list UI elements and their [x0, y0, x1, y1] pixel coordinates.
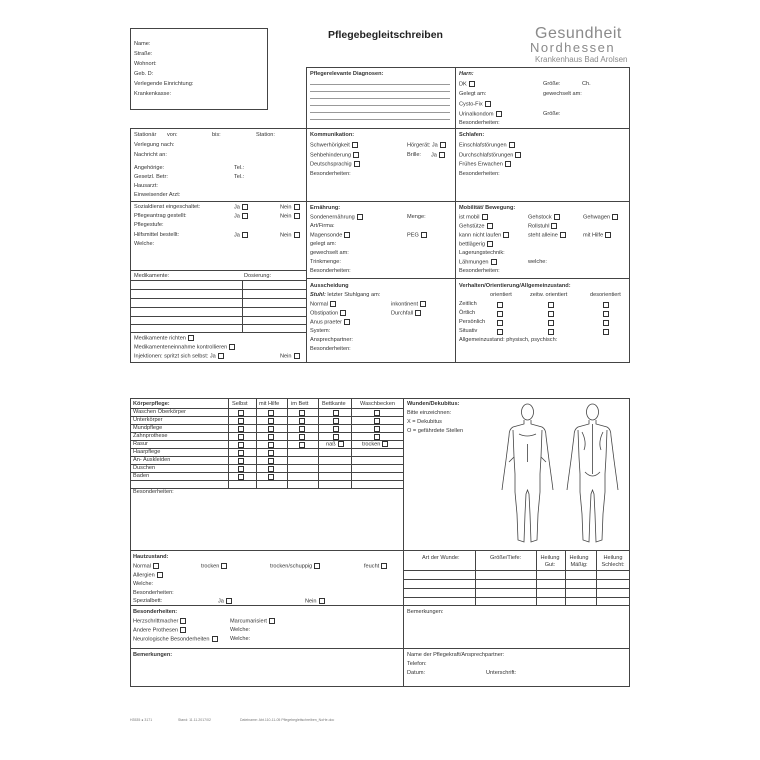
checkbox[interactable] — [612, 214, 618, 220]
aus-stuhl: Stuhl: letzter Stuhlgang am: — [310, 292, 381, 298]
kp-row-haarpflege: Haarpflege — [133, 449, 161, 455]
checkbox[interactable] — [294, 213, 300, 219]
ernaehrung-title: Ernährung: — [310, 205, 341, 211]
schlaf-durchschlaf[interactable]: Durchschlafstörungen — [459, 152, 521, 159]
stay-angehoerige: Angehörige: — [134, 165, 165, 171]
checkbox[interactable] — [496, 111, 502, 117]
checkbox[interactable] — [603, 311, 609, 317]
checkbox[interactable] — [268, 410, 274, 416]
aus-besonderheiten: Besonderheiten: — [310, 346, 351, 352]
stay-tel1: Tel.: — [234, 165, 245, 171]
checkbox[interactable] — [242, 204, 248, 210]
checkbox[interactable] — [338, 441, 344, 447]
kp-col-mithilfe: mit Hilfe — [259, 401, 280, 407]
komm-sehbehinderung[interactable]: Sehbehinderung — [310, 152, 359, 159]
checkbox[interactable] — [415, 310, 421, 316]
mobil-bett[interactable]: bettlägerig — [459, 241, 493, 248]
social-antrag-nein[interactable]: Nein — [280, 213, 300, 220]
checkbox[interactable] — [238, 474, 244, 480]
checkbox[interactable] — [153, 563, 159, 569]
harn-besonderheiten: Besonderheiten: — [459, 120, 500, 126]
mobil-rollstuhl[interactable]: Rollstuhl — [528, 223, 557, 230]
mobil-lagerung: Lagerungstechnik: — [459, 250, 505, 256]
footer-code: H3535 ● 3171 — [130, 718, 153, 722]
mobil-gehstuetze[interactable]: Gehstütze — [459, 223, 493, 230]
kp-besonderheiten: Besonderheiten: — [133, 489, 174, 495]
kp-row-baden: Baden — [133, 473, 150, 479]
checkbox[interactable] — [212, 636, 218, 642]
kontakt-datum: Datum: — [407, 670, 426, 676]
haut-spezial-nein[interactable]: Nein — [305, 598, 325, 605]
checkbox[interactable] — [299, 410, 305, 416]
social-sozial: Sozialdienst eingeschaltet: — [134, 204, 201, 210]
brand-logo-line1: Gesundheit — [535, 25, 622, 42]
mobil-laufen[interactable]: kann nicht laufen — [459, 232, 509, 239]
verh-row-situativ: Situativ — [459, 328, 478, 334]
mobil-laehmungen[interactable]: Lähmungen — [459, 259, 497, 266]
checkbox[interactable] — [548, 320, 554, 326]
stay-station: Stationär — [134, 132, 157, 138]
checkbox[interactable] — [548, 311, 554, 317]
checkbox[interactable] — [226, 598, 232, 604]
verh-col-orientiert: orientiert — [490, 292, 512, 298]
komm-hoergeraet[interactable]: Hörgerät: Ja — [407, 142, 446, 149]
aus-inkontinent[interactable]: inkontinent — [391, 301, 426, 308]
harn-gewechselt: gewechselt am: — [543, 91, 582, 97]
ern-besonderheiten: Besonderheiten: — [310, 268, 351, 274]
checkbox[interactable] — [238, 418, 244, 424]
ern-magensonde[interactable]: Magensonde — [310, 232, 350, 239]
kp-row-mundpflege: Mundpflege — [133, 425, 163, 431]
checkbox[interactable] — [421, 232, 427, 238]
checkbox[interactable] — [238, 450, 244, 456]
field-strasse: Straße: — [134, 51, 153, 57]
kp-col-waschbecken: Waschbecken — [360, 401, 395, 407]
wunden-title: Wunden/Dekubitus: — [407, 401, 460, 407]
checkbox[interactable] — [548, 329, 554, 335]
haut-allergien[interactable]: Allergien — [133, 572, 163, 579]
checkbox[interactable] — [497, 311, 503, 317]
kp-row-waschen: Waschen Oberkörper — [133, 409, 186, 415]
kp-rasur-trocken[interactable]: trocken — [362, 441, 388, 448]
body-back-figure[interactable] — [560, 402, 625, 547]
checkbox[interactable] — [238, 434, 244, 440]
social-hilfs-nein[interactable]: Nein — [280, 232, 300, 239]
diagnosen-title: Pflegerelevante Diagnosen: — [310, 71, 384, 77]
kp-row-rasur: Rasur — [133, 441, 148, 447]
haut-feucht[interactable]: feucht — [364, 563, 387, 570]
brand-logo-line2: Nordhessen — [530, 40, 616, 55]
stay-station-label: Station: — [256, 132, 275, 138]
checkbox[interactable] — [487, 241, 493, 247]
checkbox[interactable] — [238, 466, 244, 472]
wunden-x: X = Dekubitus — [407, 419, 442, 425]
meds-injektionen[interactable]: Injektionen: spritzt sich selbst: Ja — [134, 353, 224, 360]
checkbox[interactable] — [294, 232, 300, 238]
meds-richten[interactable]: Medikamente richten — [134, 335, 194, 342]
field-name: Name: — [134, 41, 151, 47]
ern-sonde[interactable]: Sondenernährung — [310, 214, 363, 221]
kp-row-duschen: Duschen — [133, 465, 156, 471]
kp-col-imbett: im Bett — [291, 401, 309, 407]
kp-row-unterkoerper: Unterkörper — [133, 417, 163, 423]
verh-checkbox-col3[interactable] — [601, 301, 609, 337]
checkbox[interactable] — [319, 598, 325, 604]
checkbox[interactable] — [314, 563, 320, 569]
checkbox[interactable] — [333, 418, 339, 424]
harn-urinal[interactable]: Urinalkondom — [459, 111, 502, 118]
kontakt-telefon: Telefon: — [407, 661, 427, 667]
checkbox[interactable] — [299, 426, 305, 432]
checkbox[interactable] — [497, 320, 503, 326]
page-title: Pflegebegleitschreiben — [328, 29, 443, 41]
ern-gelegt: gelegt am: — [310, 241, 337, 247]
verh-row-persoenlich: Persönlich — [459, 319, 486, 325]
harn-groesse2: Größe: — [543, 111, 561, 117]
checkbox[interactable] — [238, 410, 244, 416]
meds-label: Medikamente: — [134, 273, 170, 279]
wunden-col-art: Art der Wunde: — [422, 555, 460, 561]
kp-checkbox-mithilfe[interactable] — [266, 409, 274, 481]
checkbox[interactable] — [551, 223, 557, 229]
checkbox[interactable] — [340, 310, 346, 316]
kp-row-zahnprothese: Zahnprothese — [133, 433, 168, 439]
social-antrag-ja[interactable]: Ja — [234, 213, 248, 220]
verh-col-desorientiert: desorientiert — [590, 292, 621, 298]
checkbox[interactable] — [294, 353, 300, 359]
kp-rasur-nass[interactable]: naß — [326, 441, 344, 448]
mobil-mithilfe[interactable]: mit Hilfe — [583, 232, 611, 239]
verh-title: Verhalten/Orientierung/Allgemeinzustand: — [459, 283, 571, 289]
kp-checkbox-waschbecken[interactable] — [372, 409, 380, 441]
haut-trocken[interactable]: trocken — [201, 563, 227, 570]
checkbox[interactable] — [299, 442, 305, 448]
stay-einweisend: Einweisender Arzt: — [134, 192, 181, 198]
body-front-figure[interactable] — [495, 402, 560, 547]
bes-neuro[interactable]: Neurologische Besonderheiten — [133, 636, 218, 643]
checkbox[interactable] — [330, 301, 336, 307]
checkbox[interactable] — [605, 232, 611, 238]
haut-besonderheiten: Besonderheiten: — [133, 590, 174, 596]
komm-brille-ja[interactable]: Ja — [431, 152, 445, 159]
wunden-col-schlecht: Heilung Schlecht: — [601, 555, 625, 568]
checkbox[interactable] — [333, 426, 339, 432]
checkbox[interactable] — [487, 223, 493, 229]
checkbox[interactable] — [560, 232, 566, 238]
harn-ch: Ch. — [582, 81, 591, 87]
komm-schwerhoerig[interactable]: Schwerhörigkeit — [310, 142, 358, 149]
mobil-gehwagen[interactable]: Gehwagen — [583, 214, 618, 221]
stay-bis: bis: — [212, 132, 221, 138]
schlaf-frueh[interactable]: Frühes Erwachen — [459, 161, 511, 168]
checkbox[interactable] — [268, 474, 274, 480]
checkbox[interactable] — [242, 213, 248, 219]
checkbox[interactable] — [603, 320, 609, 326]
checkbox[interactable] — [357, 214, 363, 220]
checkbox[interactable] — [469, 81, 475, 87]
checkbox[interactable] — [515, 152, 521, 158]
kp-title: Körperpflege: — [133, 401, 170, 407]
bes-herz[interactable]: Herzschrittmacher — [133, 618, 186, 625]
verh-checkbox-col2[interactable] — [546, 301, 554, 337]
checkbox[interactable] — [374, 434, 380, 440]
komm-brille: Brille: — [407, 152, 421, 158]
checkbox[interactable] — [180, 627, 186, 633]
mobil-mobil[interactable]: ist mobil — [459, 214, 488, 221]
social-hilfsmittel: Hilfsmittel bestellt: — [134, 232, 180, 238]
checkbox[interactable] — [354, 161, 360, 167]
checkbox[interactable] — [603, 302, 609, 308]
kp-col-bettkante: Bettkante — [322, 401, 346, 407]
checkbox[interactable] — [268, 426, 274, 432]
ern-menge: Menge: — [407, 214, 426, 220]
brand-logo-line3: Krankenhaus Bad Arolsen — [535, 55, 628, 64]
stay-hausarzt: Hausarzt: — [134, 183, 158, 189]
kp-checkbox-bettkante[interactable] — [331, 409, 339, 441]
checkbox[interactable] — [382, 441, 388, 447]
checkbox[interactable] — [218, 353, 224, 359]
kp-col-selbst: Selbst — [232, 401, 248, 407]
checkbox[interactable] — [333, 434, 339, 440]
wunden-bitte: Bitte einzeichnen: — [407, 410, 452, 416]
bes-prothesen[interactable]: Andere Prothesen — [133, 627, 186, 634]
mobil-gehstock[interactable]: Gehstock — [528, 214, 560, 221]
aus-obstipation[interactable]: Obstipation — [310, 310, 346, 317]
ern-art: Art/Firma: — [310, 223, 335, 229]
ern-gewechselt: gewechselt am: — [310, 250, 349, 256]
checkbox[interactable] — [188, 335, 194, 341]
checkbox[interactable] — [485, 101, 491, 107]
checkbox[interactable] — [268, 418, 274, 424]
aus-normal[interactable]: Normal — [310, 301, 336, 308]
checkbox[interactable] — [603, 329, 609, 335]
harn-gelegt: Gelegt am: — [459, 91, 487, 97]
kp-checkbox-imbett[interactable] — [297, 409, 305, 449]
komm-title: Kommunikation: — [310, 132, 355, 138]
verh-checkbox-col1[interactable] — [495, 301, 503, 337]
stay-verlegung: Verlegung nach: — [134, 142, 175, 148]
haut-schuppig[interactable]: trocken/schuppig — [270, 563, 320, 570]
checkbox[interactable] — [268, 434, 274, 440]
checkbox[interactable] — [491, 259, 497, 265]
checkbox[interactable] — [333, 410, 339, 416]
aus-durchfall[interactable]: Durchfall — [391, 310, 421, 317]
checkbox[interactable] — [381, 563, 387, 569]
wunden-col-gut: Heilung Gut: — [540, 555, 560, 568]
checkbox[interactable] — [344, 319, 350, 325]
checkbox[interactable] — [352, 142, 358, 148]
mobil-alleine[interactable]: steht alleine — [528, 232, 566, 239]
mobil-welche: welche: — [528, 259, 547, 265]
bemerkungen-title: Bemerkungen: — [133, 652, 173, 658]
aus-system: System: — [310, 328, 331, 334]
stay-tel2: Tel.: — [234, 174, 245, 180]
kp-row-ankleiden: An- Auskleiden — [133, 457, 171, 463]
field-geb: Geb. D: — [134, 71, 154, 77]
wunden-col-maessig: Heilung Mäßig: — [569, 555, 589, 568]
harn-dk[interactable]: DK — [459, 81, 475, 88]
schlaf-title: Schlafen: — [459, 132, 485, 138]
social-hilfs-ja[interactable]: Ja — [234, 232, 248, 239]
bes-title: Besonderheiten: — [133, 609, 178, 615]
checkbox[interactable] — [505, 161, 511, 167]
kontakt-unterschrift: Unterschrift: — [486, 670, 517, 676]
checkbox[interactable] — [242, 232, 248, 238]
checkbox[interactable] — [157, 572, 163, 578]
checkbox[interactable] — [374, 410, 380, 416]
bes-welche2: Welche: — [230, 636, 251, 642]
checkbox[interactable] — [503, 232, 509, 238]
footer-stand: Stand: 11.11.2017/02 — [178, 718, 211, 722]
footer-datei: Dateiname: Abt.110-11-05 Pflegebegleitschreiben_NoHe.doc — [240, 718, 335, 722]
checkbox[interactable] — [374, 426, 380, 432]
kp-checkbox-selbst[interactable] — [236, 409, 244, 481]
social-pflegeantrag: Pflegeantrag gestellt: — [134, 213, 187, 219]
verh-row-oertlich: Örtlich — [459, 310, 476, 316]
checkbox[interactable] — [299, 418, 305, 424]
field-wohnort: Wohnort: — [134, 61, 157, 67]
wunden-o: O = gefährdete Stellen — [407, 428, 464, 434]
checkbox[interactable] — [268, 450, 274, 456]
checkbox[interactable] — [497, 329, 503, 335]
haut-spezialbett: Spezialbett: — [133, 598, 163, 604]
aus-title: Ausscheidung — [310, 283, 349, 289]
komm-deutsch[interactable]: Deutschsprachig — [310, 161, 360, 168]
haut-welche: Welche: — [133, 581, 154, 587]
checkbox[interactable] — [509, 142, 515, 148]
checkbox[interactable] — [269, 618, 275, 624]
harn-groesse: Größe: — [543, 81, 561, 87]
stay-gesetzl: Gesetzl. Betr: — [134, 174, 168, 180]
bes-welche1: Welche: — [230, 627, 251, 633]
meds-dosierung: Dosierung: — [244, 273, 272, 279]
checkbox[interactable] — [268, 458, 274, 464]
aus-anus[interactable]: Anus praeter — [310, 319, 350, 326]
checkbox[interactable] — [221, 563, 227, 569]
harn-cysto[interactable]: Cysto-Fix — [459, 101, 491, 108]
mobil-title: Mobilität/ Bewegung: — [459, 205, 516, 211]
haut-normal[interactable]: Normal — [133, 563, 159, 570]
checkbox[interactable] — [238, 458, 244, 464]
schlaf-einschlaf[interactable]: Einschlafstörungen — [459, 142, 515, 149]
haut-title: Hautzustand: — [133, 554, 169, 560]
checkbox[interactable] — [294, 204, 300, 210]
field-krankenkasse: Krankenkasse: — [134, 91, 172, 97]
social-pflegestufe: Pflegestufe: — [134, 222, 164, 228]
verh-allgemein: Allgemeinzustand: physisch, psychisch: — [459, 337, 558, 343]
checkbox[interactable] — [344, 232, 350, 238]
checkbox[interactable] — [440, 142, 446, 148]
checkbox[interactable] — [554, 214, 560, 220]
checkbox[interactable] — [482, 214, 488, 220]
social-welche: Welche: — [134, 241, 155, 247]
social-sozial-nein[interactable]: Nein — [280, 204, 300, 211]
checkbox[interactable] — [299, 434, 305, 440]
checkbox[interactable] — [439, 152, 445, 158]
checkbox[interactable] — [238, 442, 244, 448]
haut-spezial-ja[interactable]: Ja — [218, 598, 232, 605]
stay-von: von: — [167, 132, 178, 138]
ern-trinkmenge: Trinkmenge: — [310, 259, 341, 265]
meds-nein[interactable]: Nein — [280, 353, 300, 360]
mobil-besonderheiten: Besonderheiten: — [459, 268, 500, 274]
checkbox[interactable] — [420, 301, 426, 307]
verh-row-zeitlich: Zeitlich — [459, 301, 477, 307]
checkbox[interactable] — [229, 344, 235, 350]
checkbox[interactable] — [497, 302, 503, 308]
bemerkungen-right-label: Bemerkungen: — [407, 609, 444, 615]
checkbox[interactable] — [353, 152, 359, 158]
kontakt-name: Name der Pflegekraft/Ansprechpartner: — [407, 652, 505, 658]
checkbox[interactable] — [268, 466, 274, 472]
checkbox[interactable] — [238, 426, 244, 432]
schlaf-besonderheiten: Besonderheiten: — [459, 171, 500, 177]
stay-nachricht: Nachricht an: — [134, 152, 167, 158]
harn-title: Harn: — [459, 71, 474, 77]
aus-ansprech: Ansprechpartner: — [310, 337, 353, 343]
meds-einnahme[interactable]: Medikamenteneinnahme kontrollieren — [134, 344, 235, 351]
checkbox[interactable] — [374, 418, 380, 424]
bes-marcumar[interactable]: Marcumarisiert — [230, 618, 275, 625]
verh-col-zeitw: zeitw. orientiert — [530, 292, 568, 298]
wunden-col-groesse: Größe/Tiefe: — [490, 555, 522, 561]
checkbox[interactable] — [268, 442, 274, 448]
field-einrichtung: Verlegende Einrichtung: — [134, 81, 194, 87]
checkbox[interactable] — [180, 618, 186, 624]
ern-peg[interactable]: PEG — [407, 232, 427, 239]
social-sozial-ja[interactable]: Ja — [234, 204, 248, 211]
checkbox[interactable] — [548, 302, 554, 308]
komm-besonderheiten: Besonderheiten: — [310, 171, 351, 177]
